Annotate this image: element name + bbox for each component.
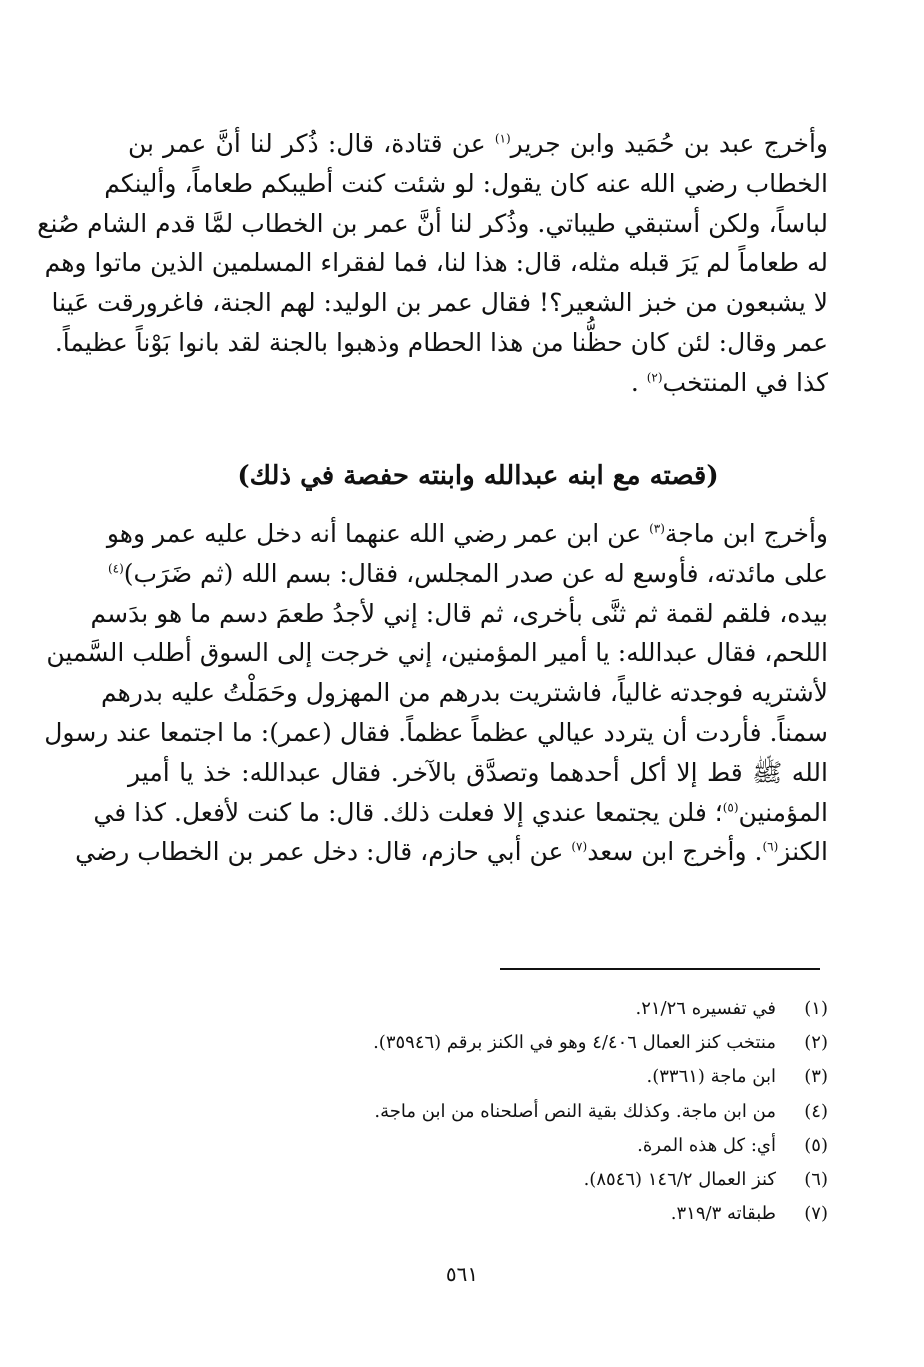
footnote-text: منتخب كنز العمال ٤/٤٠٦ وهو في الكنز برقم (٣٥٩٤٦).: [373, 1032, 776, 1054]
footnote-number: (٥): [804, 1134, 828, 1156]
footnote-item: [128, 992, 828, 1026]
text-line: لباساً، ولكن أستبقي طيباتي. وذُكر لنا أنَّ عمر بن الخطاب لمَّا قدم الشام صُنع: [37, 208, 828, 238]
text-line: عمر وقال: لئن كان حظُّنا من هذا الحطام وذهبوا بالجنة لقد بانوا بَوْناً عظيماً.: [54, 327, 828, 357]
footnote-marker[interactable]: (٥): [722, 800, 739, 815]
footnote-text: ابن ماجة (٣٣٦١).: [646, 1066, 776, 1088]
footnote-item: [128, 1197, 828, 1231]
footnote-list: [128, 992, 828, 1231]
footnote-text: كنز العمال ١٤٦/٢ (٨٥٤٦).: [583, 1169, 776, 1191]
footnote-number: (٢): [804, 1032, 828, 1054]
text-line: [93, 793, 828, 833]
footnote-marker[interactable]: (٧): [571, 840, 588, 855]
footnote-marker[interactable]: (٦): [762, 840, 779, 855]
footnote-number: (١): [804, 998, 828, 1019]
text-run: . وأخرج ابن سعد: [587, 837, 763, 867]
footnote-text: أي: كل هذه المرة.: [637, 1134, 776, 1156]
footnote-marker[interactable]: (٢): [646, 370, 663, 385]
text-line: الخطاب رضي الله عنه كان يقول: لو شئت كنت أطيبكم طعاماً، وألينكم: [104, 168, 828, 198]
text-line: [128, 363, 828, 403]
footnote-number: (٤): [804, 1100, 828, 1122]
text-run: عن ابن عمر رضي الله عنهما أنه دخل عليه عمر وهو: [106, 519, 650, 548]
text-line: له طعاماً لم يَرَ قبله مثله، قال: هذا لنا، فما لفقراء المسلمين الذين ماتوا وهم: [44, 248, 828, 278]
text-line: [107, 554, 828, 594]
text-run: ؛ فلن يجتمعا عندي إلا فعلت ذلك. قال: ما كنت لأفعل. كذا في: [93, 797, 723, 827]
page-number: ٥٦١: [445, 1262, 479, 1286]
footnote-item: [128, 1163, 828, 1197]
text-line: سمناً. فأردت أن يتردد عيالي عظماً عظماً. فقال (عمر): ما اجتمعا عند رسول: [44, 717, 828, 747]
footnote-text: في تفسيره ٢١/٢٦.: [635, 998, 776, 1019]
footnote-item: [128, 1129, 828, 1163]
text-run: وأخرج عبد بن حُمَيد وابن جرير: [510, 129, 828, 158]
text-line: الله ﷺ قط إلا أكل أحدهما وتصدَّق بالآخر. فقال عبدالله: خذ يا أمير: [128, 757, 828, 787]
text-line: لأشتريه فوجدته غالياً، فاشتريت بدرهم من المهزول وحَمَلْتُ عليه بدرهم: [100, 678, 828, 708]
footnote-divider: [500, 968, 820, 970]
text-line: [75, 832, 828, 872]
footnote-item: [128, 1060, 828, 1094]
footnote-item: [128, 1026, 828, 1060]
paragraph-2: [44, 514, 828, 872]
footnote-number: (٧): [804, 1203, 828, 1225]
footnote-item: [128, 1095, 828, 1129]
text-run: عن أبي حازم، قال: دخل عمر بن الخطاب رضي: [75, 837, 572, 867]
text-run: عن قتادة، قال: ذُكر لنا أنَّ عمر بن: [128, 129, 495, 158]
footnote-marker[interactable]: (٣): [649, 521, 665, 536]
text-run: وأخرج ابن ماجة: [664, 519, 828, 548]
footnote-marker[interactable]: (٤): [107, 561, 124, 576]
text-run: المؤمنين: [738, 797, 828, 827]
paragraph-1: [37, 124, 828, 403]
text-run: على مائدته، فأوسع له عن صدر المجلس، فقال: بسم الله (ثم ضَرَب): [123, 558, 828, 588]
footnote-text: من ابن ماجة. وكذلك بقية النص أصلحناه من ابن ماجة.: [374, 1100, 776, 1122]
footnote-number: (٦): [804, 1169, 828, 1191]
footnote-text: طبقاته ٣١٩/٣.: [670, 1203, 776, 1225]
section-heading: (قصته مع ابنه عبدالله وابنته حفصة في ذلك): [237, 461, 719, 491]
text-line: بيده، فلقم لقمة ثم ثنَّى بأخرى، ثم قال: إني لأجدُ طعمَ دسم ما هو بدَسم: [90, 598, 828, 628]
text-run: الكنز: [778, 837, 828, 867]
text-line: [106, 514, 828, 554]
footnote-number: (٣): [804, 1066, 828, 1088]
footnote-marker[interactable]: (١): [494, 131, 511, 146]
text-line: [128, 124, 828, 164]
text-run: .: [630, 367, 647, 397]
text-line: اللحم، فقال عبدالله: يا أمير المؤمنين، إني خرجت إلى السوق أطلب السَّمين: [46, 638, 828, 668]
text-line: لا يشبعون من خبز الشعير؟! فقال عمر بن الوليد: لهم الجنة، فاغرورقت عَينا: [51, 288, 828, 318]
text-run: كذا في المنتخب: [662, 367, 828, 397]
